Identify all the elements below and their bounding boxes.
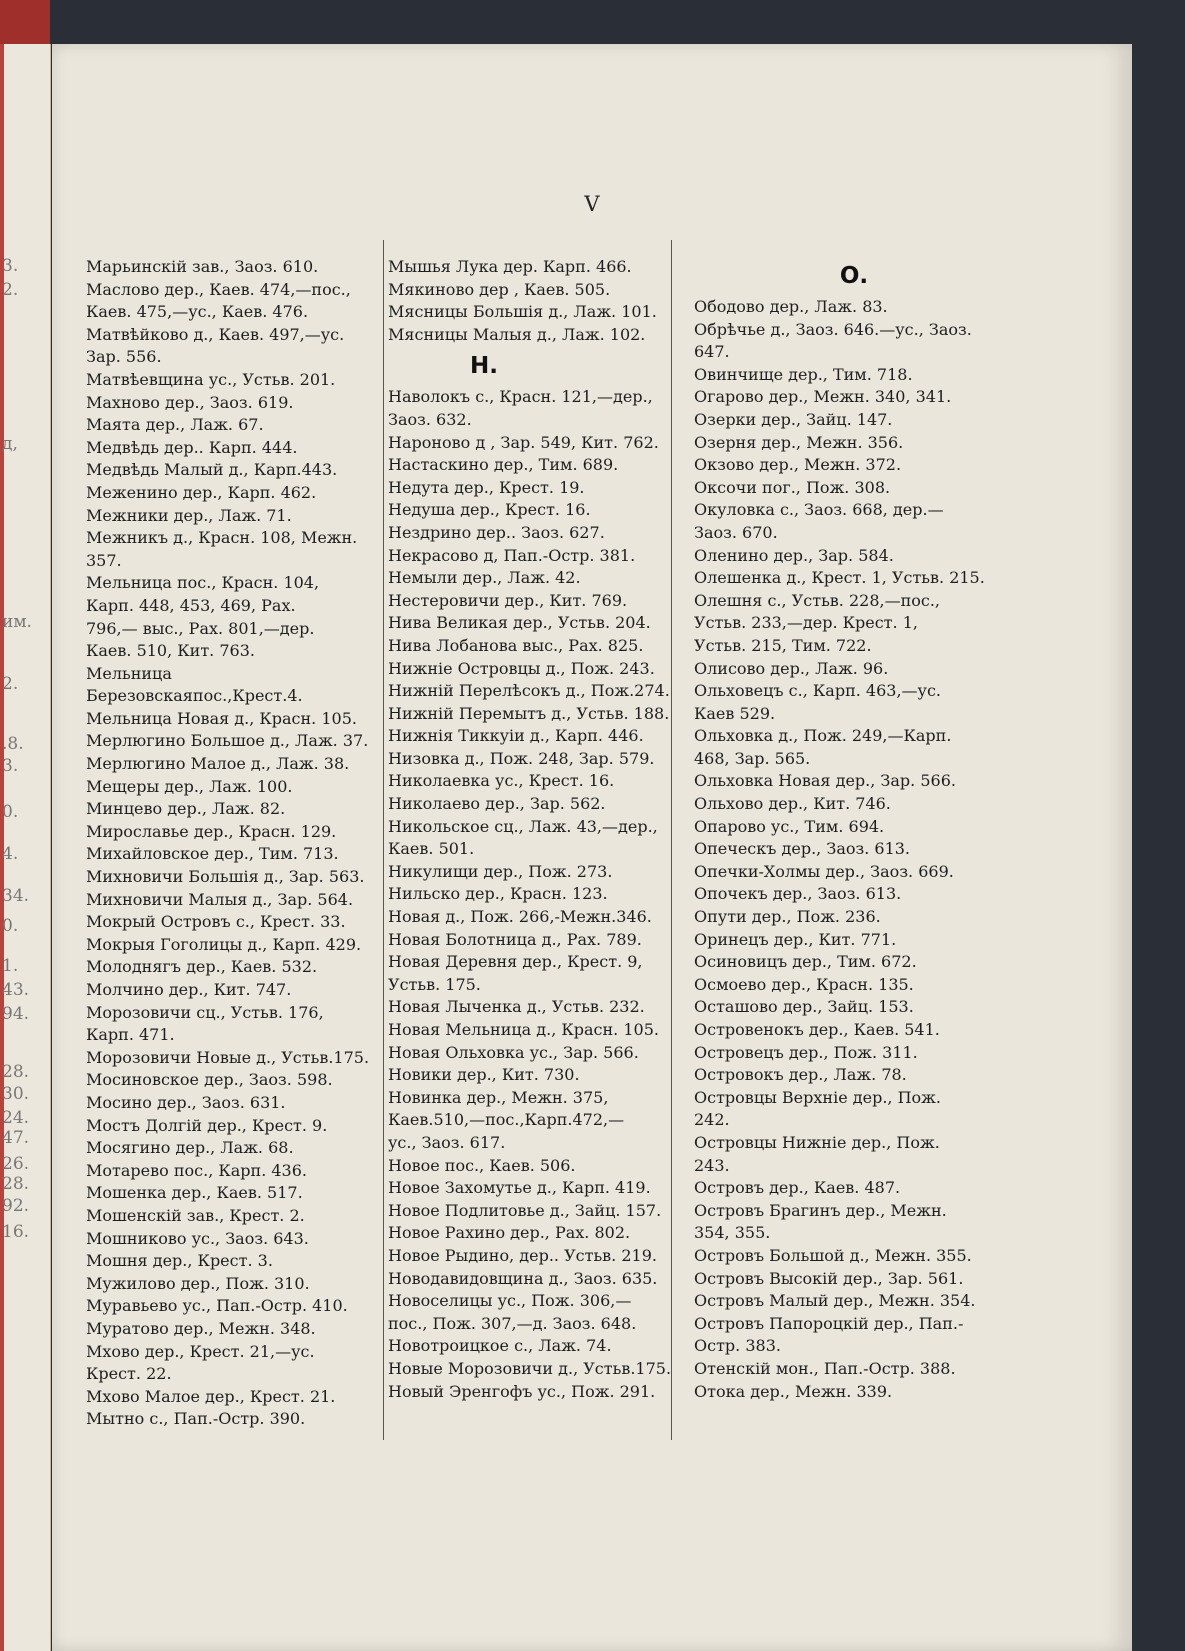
index-entry: Островокъ дер., Лаж. 78. — [694, 1065, 907, 1085]
index-entry: Опеческъ дер., Заоз. 613. — [694, 839, 911, 859]
left-page-fragment: 16. — [2, 1222, 30, 1242]
index-entry: Маслово дер., Каев. 474,—пос., Каев. 475,—ус., Каев. 476. — [86, 279, 351, 322]
index-entry: Островъ Брагинъ дер., Межн. 354, 355. — [694, 1200, 947, 1243]
left-page-fragment: 47. — [2, 1128, 30, 1148]
left-page-fragment: 2. — [2, 280, 19, 300]
index-column-3 — [694, 256, 1014, 1403]
index-entry: Новое Рахино дер., Рах. 802. — [388, 1223, 631, 1243]
index-column-1 — [86, 256, 376, 1431]
index-column-2 — [388, 256, 710, 1403]
index-entry: Махново дер., Заоз. 619. — [86, 392, 294, 412]
index-entry: Никулищи дер., Пож. 273. — [388, 861, 613, 881]
index-entry: Михновичи Большія д., Зар. 563. — [86, 867, 365, 887]
index-entry: Нива Великая дер., Устьв. 204. — [388, 613, 651, 633]
index-entry: Маята дер., Лаж. 67. — [86, 415, 264, 435]
index-entry: Нижніе Островцы д., Пож. 243. — [388, 658, 655, 678]
index-entry: Островъ Папороцкій дер., Пап.- Остр. 383. — [694, 1313, 964, 1356]
index-entry: Островецъ дер., Пож. 311. — [694, 1042, 918, 1062]
left-page-fragment: 28. — [2, 1174, 30, 1194]
left-page-fragment: 24. — [2, 1108, 30, 1128]
index-entry: Отока дер., Межн. 339. — [694, 1381, 893, 1401]
index-entry: Олешня с., Устьв. 228,—пос., Устьв. 233,—дер. Крест. 1, Устьв. 215, Тим. 722. — [694, 590, 941, 655]
index-entry: Новые Морозовичи д., Устьв.175. — [388, 1358, 672, 1378]
index-entry: Никольское сц., Лаж. 43,—дер., Каев. 501. — [388, 816, 658, 859]
index-entry: Островцы Верхніе дер., Пож. 242. — [694, 1087, 941, 1130]
column-divider-1 — [383, 240, 384, 1440]
index-entry: Недуша дер., Крест. 16. — [388, 500, 591, 520]
index-entry: Мытно с., Пап.-Остр. 390. — [86, 1409, 306, 1429]
index-entry: Михайловское дер., Тим. 713. — [86, 844, 339, 864]
index-entry: Олисово дер., Лаж. 96. — [694, 658, 889, 678]
index-entry: Олешенка д., Крест. 1, Устьв. 215. — [694, 568, 985, 588]
index-entry: Некрасово д, Пап.-Остр. 381. — [388, 545, 636, 565]
index-entry: Нижнія Тиккуіи д., Карп. 446. — [388, 726, 644, 746]
index-entry: Новодавидовщина д., Заоз. 635. — [388, 1268, 658, 1288]
index-entry: Ольховецъ с., Карп. 463,—ус. Каев 529. — [694, 681, 941, 723]
index-entry: Мокрый Островъ с., Крест. 33. — [86, 912, 346, 932]
index-entry: Морозовичи сц., Устьв. 176, Карп. 471. — [86, 1002, 324, 1045]
index-entry: Нестеровичи дер., Кит. 769. — [388, 590, 628, 610]
index-entry: Островъ Малый дер., Межн. 354. — [694, 1291, 976, 1311]
index-entry: Новоселицы ус., Пож. 306,— пос., Пож. 307,—д. Заоз. 648. — [388, 1291, 637, 1333]
index-entry: Новое пос., Каев. 506. — [388, 1155, 576, 1175]
index-entry: Островцы Нижніе дер., Пож. 243. — [694, 1132, 940, 1175]
index-entry: Молчино дер., Кит. 747. — [86, 980, 292, 999]
index-entry: Озерки дер., Зайц. 147. — [694, 409, 893, 429]
section-letter: О. — [839, 263, 869, 289]
index-entry: Осташово дер., Зайц. 153. — [694, 997, 914, 1017]
index-entry: Мошенскій зав., Крест. 2. — [86, 1205, 305, 1225]
index-entry: Михновичи Малыя д., Зар. 564. — [86, 889, 354, 909]
index-entry: Мокрыя Гоголицы д., Карп. 429. — [86, 934, 362, 954]
index-entry: Нижній Перелѣсокъ д., Пож.274. — [388, 681, 670, 701]
left-page-fragment: 3. — [2, 256, 19, 276]
index-entry: Мельница пос., Красн. 104, Карп. 448, 453, 469, Рах. 796,— выс., Рах. 801,—дер. Каев. 510, Кит. 763. — [86, 573, 320, 661]
index-entry: Мерлюгино Малое д., Лаж. 38. — [86, 754, 350, 774]
left-page-fragment: 92. — [2, 1196, 30, 1216]
index-entry: Новая Ольховка ус., Зар. 566. — [388, 1042, 639, 1062]
left-page-fragment: 1. — [2, 956, 19, 976]
index-entry: Новая Болотница д., Рах. 789. — [388, 929, 642, 949]
index-entry: Мосиновское дер., Заоз. 598. — [86, 1070, 333, 1090]
section-letter: Н. — [470, 353, 498, 380]
index-entry: Мельница Новая д., Красн. 105. — [86, 708, 357, 728]
left-page-fragment: .8. — [2, 734, 24, 754]
index-entry: Ободово дер., Лаж. 83. — [694, 297, 888, 316]
index-entry: Николаево дер., Зар. 562. — [388, 794, 606, 814]
index-entry: Настаскино дер., Тим. 689. — [388, 455, 619, 475]
index-entry: Островъ Большой д., Межн. 355. — [694, 1245, 972, 1265]
left-page-edge — [0, 44, 51, 1651]
index-entry: Новая Деревня дер., Крест. 9, Устьв. 175. — [388, 952, 643, 994]
index-entry: Медвѣдь Малый д., Карп.443. — [86, 460, 338, 480]
index-entry: Опути дер., Пож. 236. — [694, 907, 881, 927]
index-entry: Осиновицъ дер., Тим. 672. — [694, 952, 917, 972]
index-entry: Нива Лобанова выс., Рах. 825. — [388, 635, 644, 655]
index-entry: Оксочи пог., Пож. 308. — [694, 477, 891, 497]
left-page-fragment: им. — [2, 612, 32, 632]
left-page-fragment: 28. — [2, 1062, 30, 1082]
index-entry: Нильско дер., Красн. 123. — [388, 884, 608, 904]
index-entry: Молоднягъ дер., Каев. 532. — [86, 957, 318, 977]
index-entry: Новая Лыченка д., Устьв. 232. — [388, 997, 645, 1017]
index-entry: Опечки-Холмы дер., Заоз. 669. — [694, 861, 954, 881]
index-entry: Мхово дер., Крест. 21,—ус. Крест. 22. — [86, 1341, 315, 1384]
index-entry: Мужилово дер., Пож. 310. — [86, 1273, 310, 1293]
index-entry: Мещеры дер., Лаж. 100. — [86, 776, 293, 796]
index-entry: Николаевка ус., Крест. 16. — [388, 771, 615, 791]
index-entry: Мерлюгино Большое д., Лаж. 37. — [86, 731, 369, 751]
index-entry: Матвѣевщина ус., Устьв. 201. — [86, 369, 336, 389]
left-page-fragment: 0. — [2, 916, 19, 936]
index-entry: Нароново д , Зар. 549, Кит. 762. — [388, 432, 659, 452]
index-entry: Нездрино дер.. Заоз. 627. — [388, 522, 605, 542]
index-entry: Обрѣчье д., Заоз. 646.—ус., Заоз. 647. — [694, 319, 972, 362]
index-entry: Мирославье дер., Красн. 129. — [86, 821, 337, 841]
index-entry: Овинчище дер., Тим. 718. — [694, 364, 913, 384]
index-entry: Мышья Лука дер. Карп. 466. — [388, 257, 632, 276]
left-page-fragment: 34. — [2, 886, 30, 906]
index-entry: Мясницы Большія д., Лаж. 101. — [388, 302, 657, 322]
left-page-fragment: 0. — [2, 802, 19, 822]
index-entry: Оринецъ дер., Кит. 771. — [694, 929, 897, 949]
index-entry: Медвѣдь дер.. Карп. 444. — [86, 437, 298, 457]
index-entry: Осмоево дер., Красн. 135. — [694, 974, 914, 994]
index-entry: Мясницы Малыя д., Лаж. 102. — [388, 324, 646, 344]
index-entry: Ольховка Новая дер., Зар. 566. — [694, 771, 956, 791]
gutter-strip — [0, 0, 50, 44]
index-entry: Островъ Высокій дер., Зар. 561. — [694, 1268, 964, 1288]
index-entry: Оленино дер., Зар. 584. — [694, 545, 894, 565]
index-entry: Отенскій мон., Пап.-Остр. 388. — [694, 1358, 956, 1378]
index-entry: Меженино дер., Карп. 462. — [86, 482, 317, 502]
index-entry: Опарово ус., Тим. 694. — [694, 816, 885, 836]
index-entry: Новинка дер., Межн. 375, Каев.510,—пос.,Карп.472,— ус., Заоз. 617. — [388, 1087, 625, 1152]
index-entry: Межникъ д., Красн. 108, Межн. 357. — [86, 528, 358, 570]
index-entry: Мосино дер., Заоз. 631. — [86, 1092, 286, 1112]
index-entry: Новое Захомутье д., Карп. 419. — [388, 1178, 651, 1198]
book-page — [52, 44, 1132, 1651]
index-entry: Островенокъ дер., Каев. 541. — [694, 1020, 940, 1039]
index-entry: Новая д., Пож. 266,-Межн.346. — [388, 907, 652, 927]
index-entry: Мостъ Долгій дер., Крест. 9. — [86, 1115, 328, 1135]
left-page-fragment: 43. — [2, 980, 30, 1000]
index-entry: Огарово дер., Межн. 340, 341. — [694, 387, 952, 407]
index-entry: Озерня дер., Межн. 356. — [694, 432, 904, 452]
index-entry: Морозовичи Новые д., Устьв.175. — [86, 1047, 370, 1067]
index-entry: Муратово дер., Межн. 348. — [86, 1318, 316, 1338]
index-entry: Минцево дер., Лаж. 82. — [86, 799, 286, 819]
left-page-fragment: 4. — [2, 844, 19, 864]
index-entry: Межники дер., Лаж. 71. — [86, 505, 292, 525]
left-page-fragment: 26. — [2, 1154, 30, 1174]
index-entry: Низовка д., Пож. 248, Зар. 579. — [388, 748, 655, 768]
index-entry: Нижній Перемытъ д., Устьв. 188. — [388, 703, 670, 723]
page-number: V — [584, 192, 600, 216]
index-entry: Мотарево пос., Карп. 436. — [86, 1160, 307, 1180]
index-entry: Новотроицкое с., Лаж. 74. — [388, 1336, 612, 1356]
index-entry: Матвѣйково д., Каев. 497,—ус. Зар. 556. — [86, 324, 345, 367]
index-entry: Новое Рыдино, дер.. Устьв. 219. — [388, 1245, 657, 1265]
index-entry: Мошня дер., Крест. 3. — [86, 1251, 273, 1271]
index-entry: Марьинскій зав., Заоз. 610. — [86, 257, 319, 276]
index-entry: Мякиново дер , Каев. 505. — [388, 279, 611, 299]
index-entry: Мошенка дер., Каев. 517. — [86, 1183, 303, 1203]
index-entry: Мхово Малое дер., Крест. 21. — [86, 1386, 336, 1406]
index-entry: Ольхово дер., Кит. 746. — [694, 794, 891, 814]
left-page-fragment: 2. — [2, 674, 19, 694]
left-page-fragment: д, — [2, 434, 18, 454]
index-entry: Островъ дер., Каев. 487. — [694, 1178, 901, 1198]
index-entry: Немыли дер., Лаж. 42. — [388, 568, 581, 588]
index-entry: Окзово дер., Межн. 372. — [694, 455, 902, 475]
index-entry: Новый Эренгофъ ус., Пож. 291. — [388, 1381, 656, 1401]
index-entry: Мельница Березовскаяпос.,Крест.4. — [86, 663, 303, 706]
index-entry: Ольховка д., Пож. 249,—Карп. 468, Зар. 565. — [694, 726, 952, 768]
index-entry: Мосягино дер., Лаж. 68. — [86, 1138, 294, 1158]
left-page-fragment: 30. — [2, 1084, 30, 1104]
index-entry: Недута дер., Крест. 19. — [388, 477, 585, 497]
left-page-fragment: 94. — [2, 1004, 30, 1024]
index-entry: Новое Подлитовье д., Зайц. 157. — [388, 1200, 662, 1220]
index-entry: Муравьево ус., Пап.-Остр. 410. — [86, 1296, 348, 1316]
index-entry: Новая Мельница д., Красн. 105. — [388, 1020, 659, 1039]
left-page-fragment: 3. — [2, 756, 19, 776]
index-entry: Окуловка с., Заоз. 668, дер.— Заоз. 670. — [694, 500, 944, 542]
index-entry: Опочекъ дер., Заоз. 613. — [694, 884, 902, 904]
index-entry: Новики дер., Кит. 730. — [388, 1065, 580, 1085]
index-entry: Мошниково ус., Заоз. 643. — [86, 1228, 309, 1248]
index-entry: Наволокъ с., Красн. 121,—дер., Заоз. 632. — [388, 387, 653, 429]
